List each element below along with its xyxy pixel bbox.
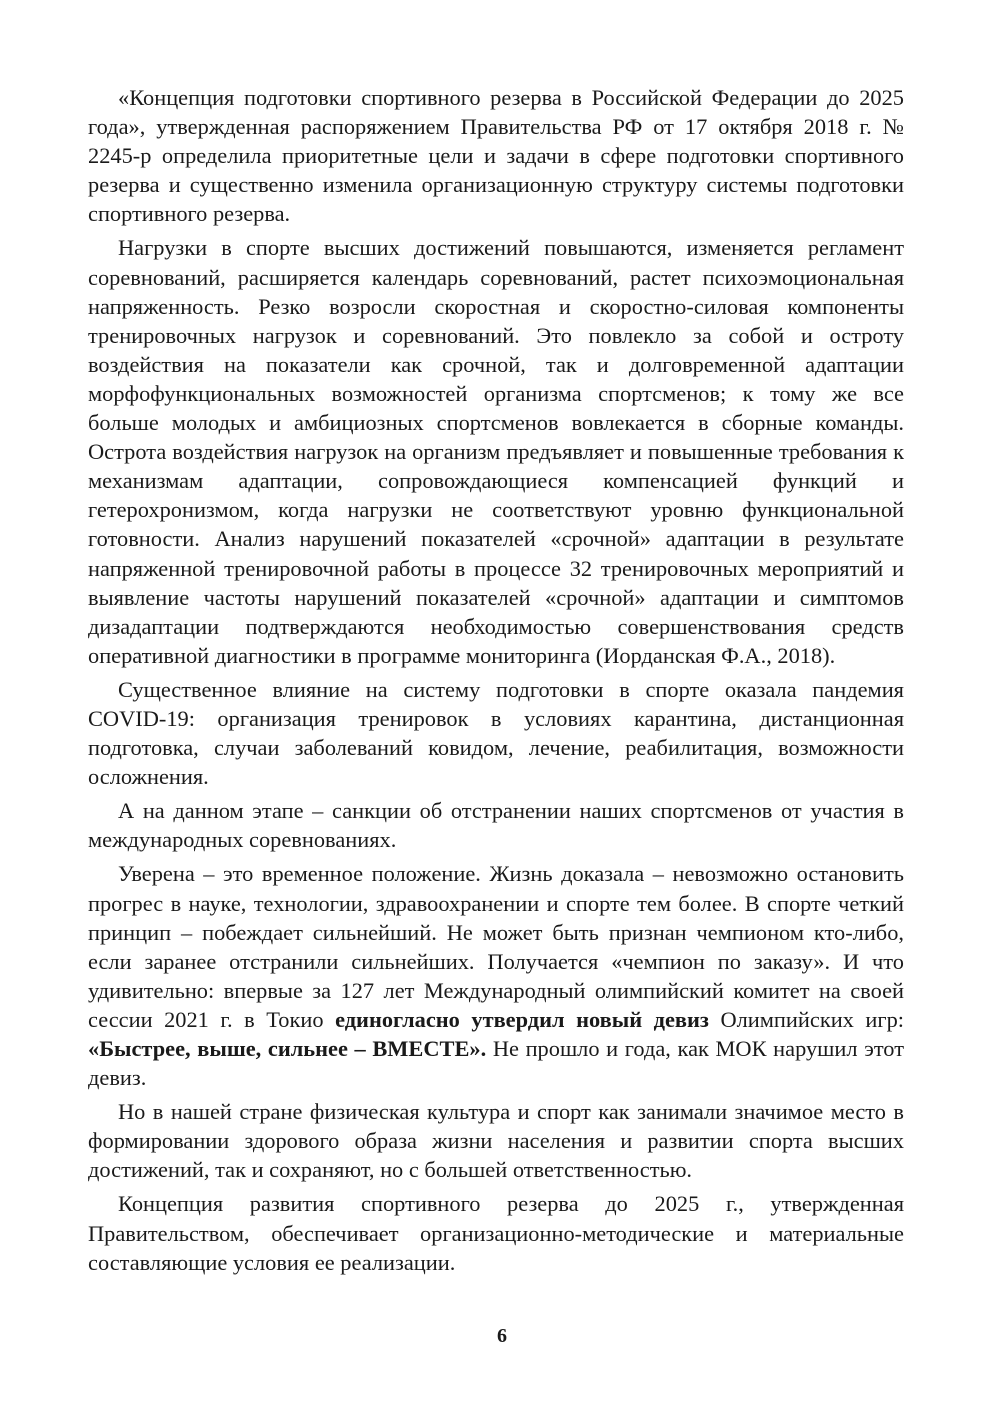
paragraph-text: Не прошло и года, как МОК нарушил этот девиз. (88, 1036, 904, 1091)
paragraph: «Концепция подготовки спортивного резерва в Российской Федерации до 2025 года», утвержденная распоряжением Правительства РФ от 17 октября 2018 г. № 2245-р определила приоритетные цели и задачи в сфере подготовки спортивного резерва и существенно изменила организационную структуру системы подготовки спортивного резерва. (88, 85, 904, 227)
paragraph: Существенное влияние на систему подготовки в спорте оказала пандемия COVID-19: организация тренировок в условиях карантина, дистанционная подготовка, случаи заболеваний ковидом, лечение, реабилитация, возможности осложнения. (88, 676, 904, 790)
paragraph: Но в нашей стране физическая культура и спорт как занимали значимое место в формировании здорового образа жизни населения и развитии спорта высших достижений, так и сохраняют, но с большей ответственностью. (88, 1099, 904, 1183)
olympic-motto: «Быстрее, выше, сильнее – ВМЕСТЕ». (88, 1036, 487, 1061)
paragraph: Нагрузки в спорте высших достижений повышаются, изменяется регламент соревнований, расширяется календарь соревнований, растет психоэмоциональная напряженность. Резко возросли скоростная и скоростно-силовая компоненты тренировочных нагрузок и соревнований. Это повлекло за собой и остроту воздействия на показатели как срочной, так и долговременной адаптации морфофункциональных возможностей организма спортсменов; к тому же все больше молодых и амбициозных спортсменов вовлекается в сборные команды. Острота воздействия нагрузок на организм предъявляет и повышенные требования к механизмам адаптации, сопровождающиеся компенсацией функций и гетерохронизмом, когда нагрузки не соответствуют уровню функциональной готовности. Анализ нарушений показателей «срочной» адаптации в результате напряженной тренировочной работы в процессе 32 тренировочных мероприятий и выявление частоты нарушений показателей «срочной» адаптации и симптомов дизадаптации подтверждаются необходимостью совершенствования средств оперативной диагностики в программе мониторинга (Иорданская Ф.А., 2018). (88, 235, 904, 668)
page-number: 6 (497, 1325, 507, 1347)
document-page (88, 83, 904, 1277)
paragraph-with-emphasis (88, 859, 904, 1092)
bold-phrase: единогласно утвердил новый девиз (335, 1006, 709, 1032)
paragraph-text: Олимпийских игр: (708, 1006, 904, 1032)
paragraph: А на данном этапе – санкции об отстранении наших спортсменов от участия в международных соревнованиях. (88, 798, 904, 853)
paragraph-text: Уверена – это временное положение. Жизнь доказала – невозможно остановить прогрес в науке, технологии, здравоохранении и спорте тем более. В спорте четкий принцип – побеждает сильнейший. Не может быть признан чемпионом кто-либо, если заранее отстранили сильнейших. Получается «чемпион по заказу». И что удивительно: впервые за 127 лет Международный олимпийский комитет на своей сессии 2021 г. в Токио (88, 861, 904, 1032)
paragraph: Концепция развития спортивного резерва до 2025 г., утвержденная Правительством, обеспечивает организационно-методические и материальные составляющие условия ее реализации. (88, 1191, 904, 1275)
